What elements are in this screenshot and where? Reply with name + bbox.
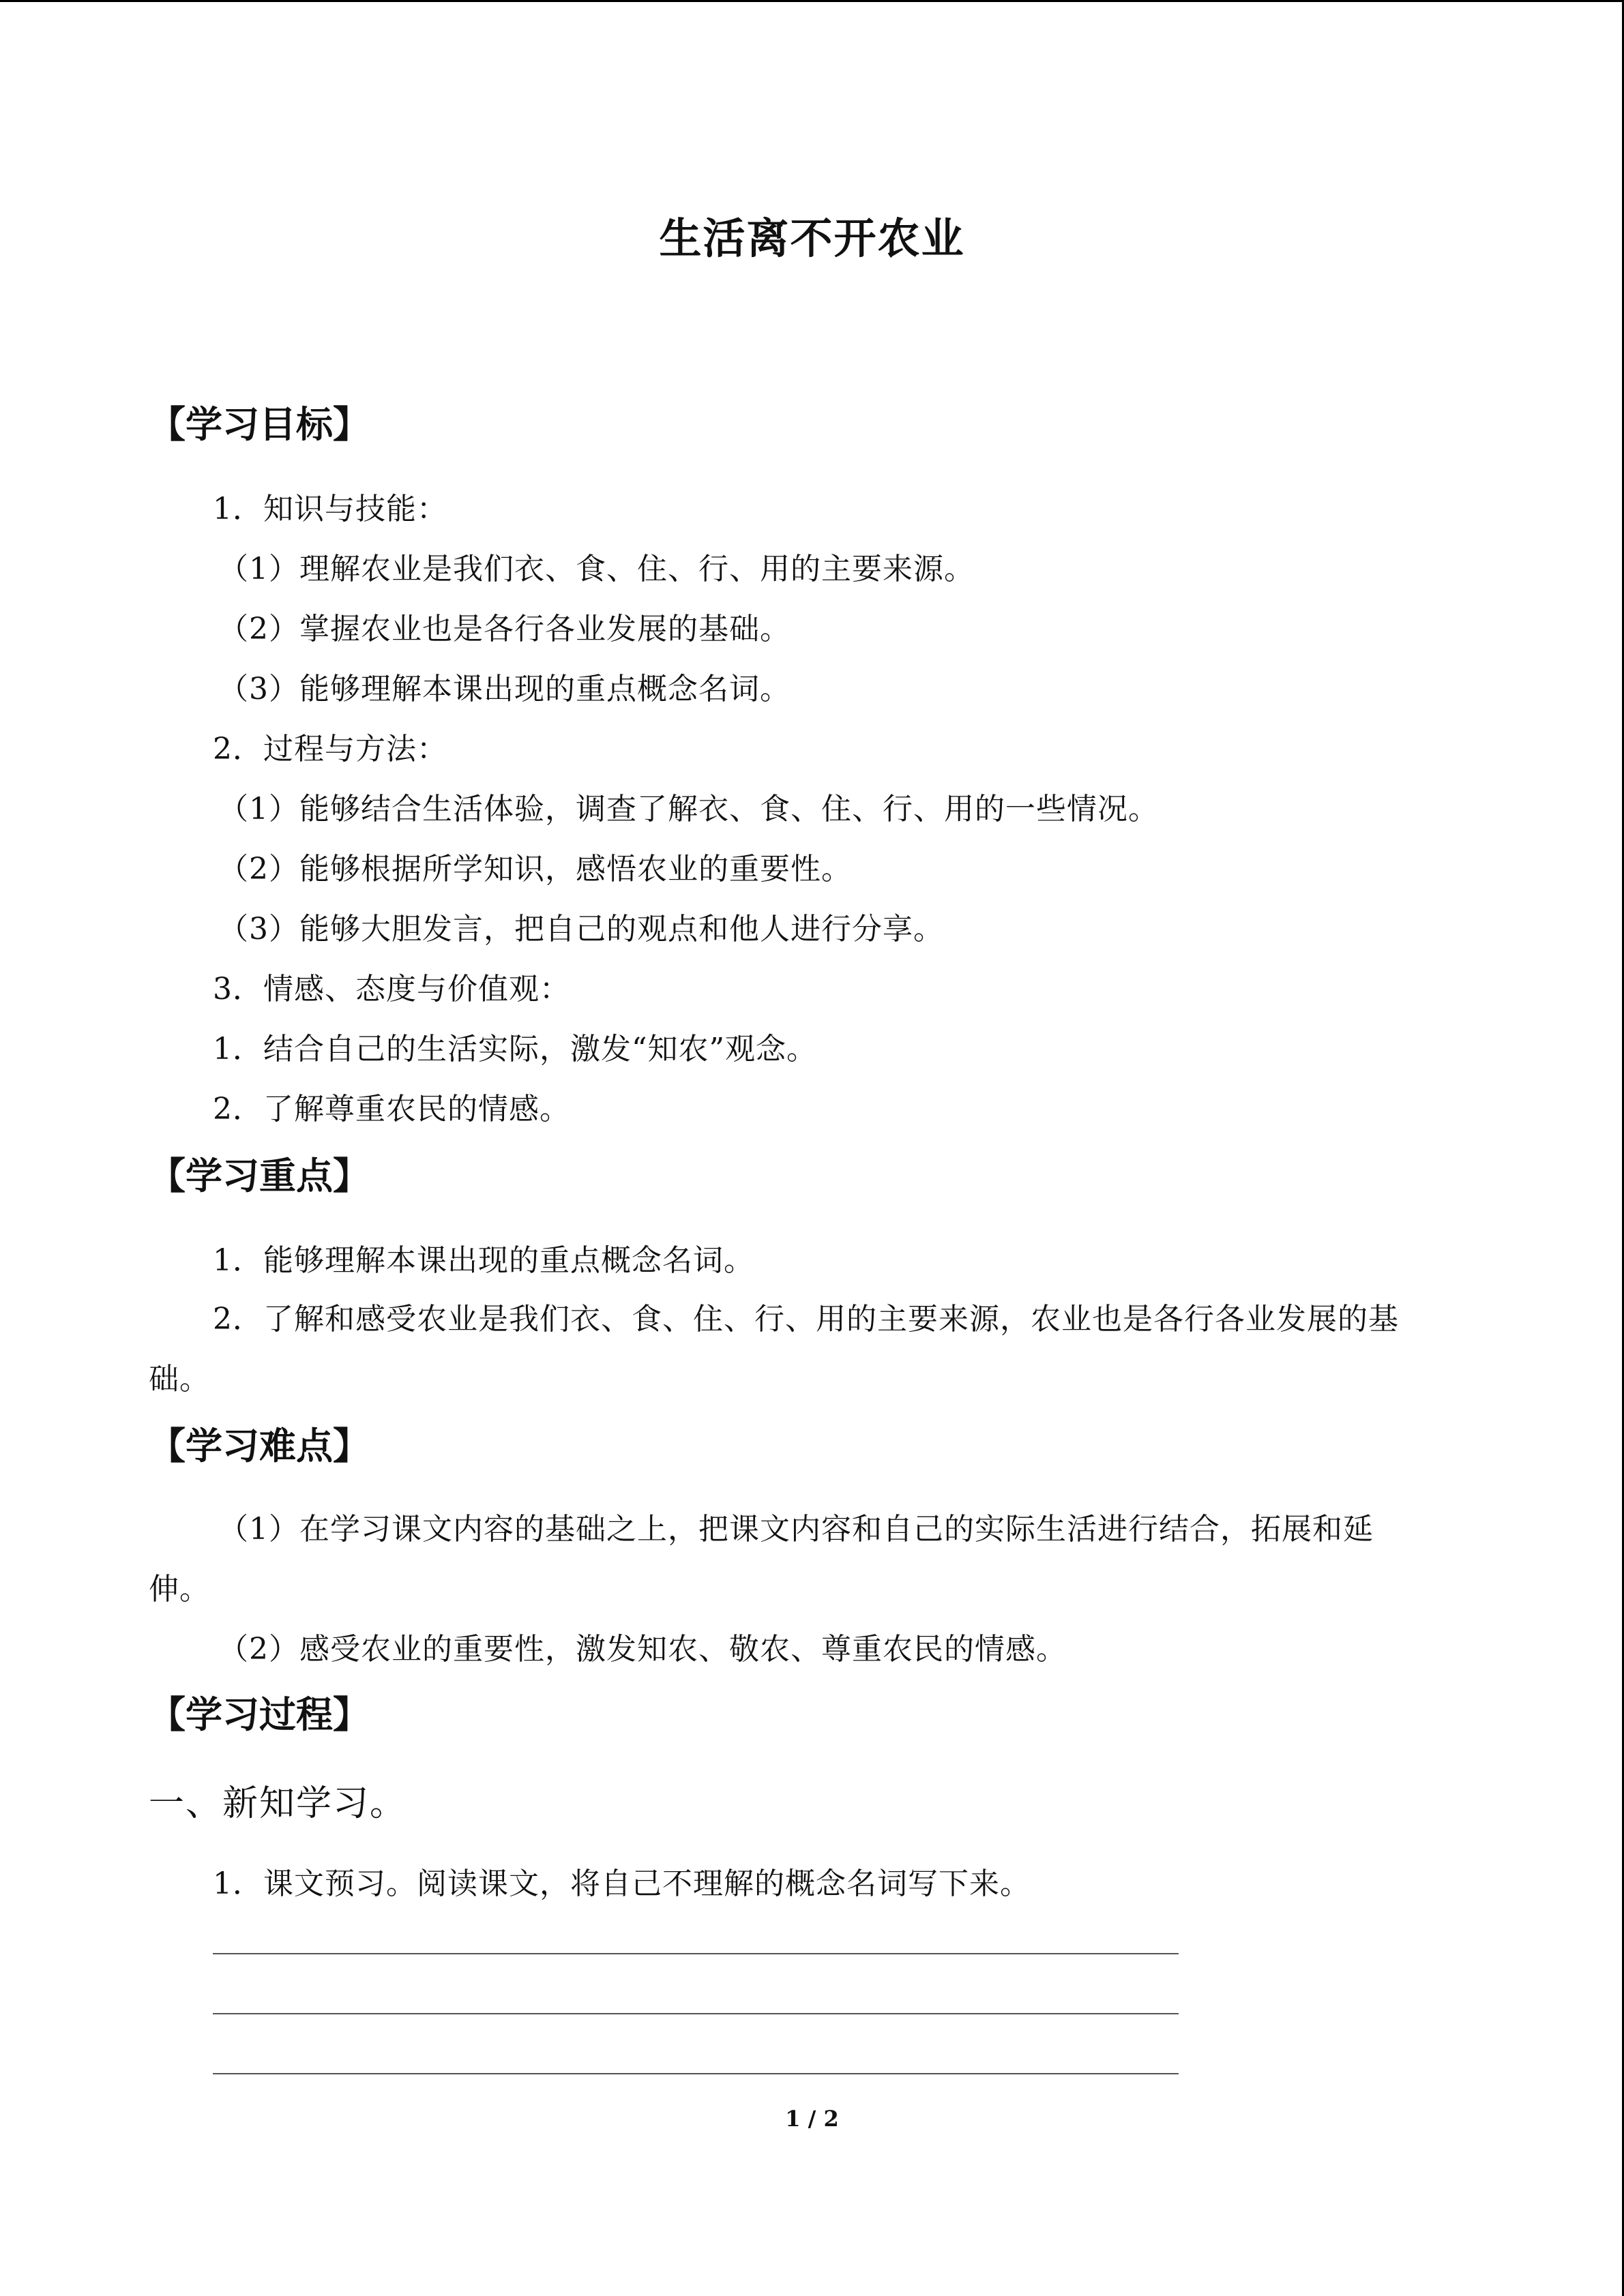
difficulty-line: （1）在学习课文内容的基础之上，把课文内容和自己的实际生活进行结合，拓展和延 <box>218 1512 1374 1547</box>
objective-line: （3）能够大胆发言，把自己的观点和他人进行分享。 <box>218 912 944 946</box>
objective-line: 2．过程与方法： <box>213 732 447 766</box>
key-point-line: 础。 <box>149 1362 210 1397</box>
process-heading: 【学习过程】 <box>149 1693 370 1736</box>
answer-line[interactable] <box>213 2013 1179 2014</box>
preview-task: 1．课文预习。阅读课文，将自己不理解的概念名词写下来。 <box>213 1866 1031 1901</box>
objective-line: 1．结合自己的生活实际，激发“知农”观念。 <box>213 1032 817 1067</box>
objective-line: 2．了解尊重农民的情感。 <box>213 1092 570 1127</box>
page-top-border <box>0 0 1624 2</box>
page-number: 1 / 2 <box>785 2106 839 2132</box>
difficulties-heading: 【学习难点】 <box>149 1425 370 1467</box>
objective-line: （1）理解农业是我们衣、食、住、行、用的主要来源。 <box>218 552 975 586</box>
difficulty-line: （2）感受农业的重要性，激发知农、敬农、尊重农民的情感。 <box>218 1632 1067 1667</box>
key-points-heading: 【学习重点】 <box>149 1154 370 1197</box>
answer-line[interactable] <box>213 1953 1179 1954</box>
new-knowledge-section: 一、新知学习。 <box>149 1783 407 1824</box>
objective-line: （1）能够结合生活体验，调查了解衣、食、住、行、用的一些情况。 <box>218 792 1159 826</box>
answer-line[interactable] <box>213 2073 1179 2074</box>
key-point-line: 1．能够理解本课出现的重点概念名词。 <box>213 1243 754 1278</box>
objective-line: （2）能够根据所学知识，感悟农业的重要性。 <box>218 852 852 886</box>
objective-line: 1．知识与技能： <box>213 492 447 526</box>
document-title: 生活离不开农业 <box>659 213 965 263</box>
key-point-line: 2．了解和感受农业是我们衣、食、住、行、用的主要来源，农业也是各行各业发展的基 <box>213 1302 1399 1337</box>
objective-line: （2）掌握农业也是各行各业发展的基础。 <box>218 612 791 646</box>
objectives-heading: 【学习目标】 <box>149 403 370 446</box>
objective-line: 3．情感、态度与价值观： <box>213 972 570 1007</box>
difficulty-line: 伸。 <box>149 1572 210 1607</box>
objective-line: （3）能够理解本课出现的重点概念名词。 <box>218 672 791 706</box>
